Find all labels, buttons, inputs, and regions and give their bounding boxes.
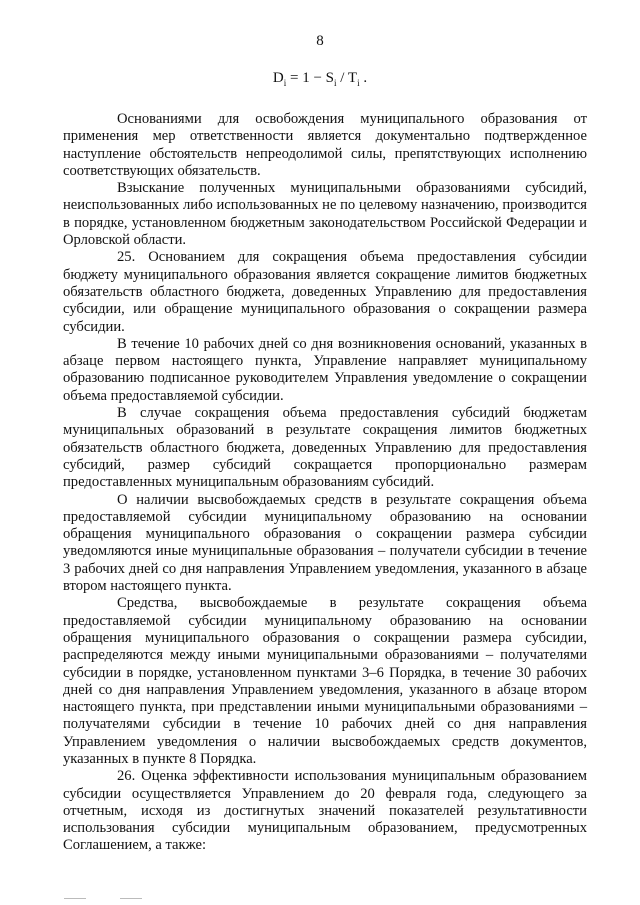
formula-t: T bbox=[347, 70, 358, 86]
formula bbox=[0, 70, 640, 88]
paragraph: В случае сокращения объема предоставления субсидий бюджетам муниципальных образований в результате сокращения лимитов бюджетных обязательств областного бюджета, доведенных Управлению для предоставления субсидий, размер субсидий сокращается пропорционально размерам предоставленных муниципальным образованиям субсидий. bbox=[63, 405, 587, 491]
document-body bbox=[63, 111, 587, 855]
scan-edge-mark bbox=[64, 898, 86, 899]
paragraph: 26. Оценка эффективности использования муниципальным образованием субсидии осуществляется Управлением до 20 февраля года, следующего за отчетным, исходя из достигнутых значений показателей результативности использования субсидии муниципальным образованием, предусмотренных Соглашением, а также: bbox=[63, 768, 587, 854]
formula-end: . bbox=[359, 70, 368, 86]
paragraph: Основаниями для освобождения муниципального образования от применения мер ответственности является документально подтвержденное наступление обстоятельств непреодолимой силы, препятствующих исполнению соответствующих обязательств. bbox=[63, 111, 587, 179]
paragraph: Средства, высвобождаемые в результате сокращения объема предоставляемой субсидии муниципальному образованию на основании обращения муниципального образования о сокращении размера субсидии, распределяются между иными муниципальными образованиями – получателями субсидии в порядке, установленном пунктами 3–6 Порядка, в течение 30 рабочих дней со дня направления Управлением уведомления, указанного в абзаце втором настоящего пункта, при представлении иными муниципальными образованиями – получателями субсидии в течение 10 рабочих дней со дня направления Управлением уведомления о наличии высвобождаемых средств документов, указанных в пункте 8 Порядка. bbox=[63, 595, 587, 767]
formula-s-sub: i bbox=[334, 78, 337, 88]
formula-lhs: D bbox=[272, 70, 284, 86]
paragraph: О наличии высвобождаемых средств в результате сокращения объема предоставляемой субсидии муниципальному образованию на основании обращения муниципального образования о сокращении размера субсидии уведомляются иные муниципальные образования – получатели субсидии в течение 3 рабочих дней со дня направления Управлением уведомления, указанного в абзаце втором настоящего пункта. bbox=[63, 491, 587, 595]
paragraph: 25. Основанием для сокращения объема предоставления субсидии бюджету муниципального образования является сокращение лимитов бюджетных обязательств областного бюджета, доведенных Управлению для предоставления субсидии, или обращение муниципального образования о сокращении размера субсидии. bbox=[63, 249, 587, 335]
paragraph: В течение 10 рабочих дней со дня возникновения оснований, указанных в абзаце первом настоящего пункта, Управление направляет муниципальному образованию подписанное руководителем Управления уведомление о сокращении объема предоставляемой субсидии. bbox=[63, 335, 587, 404]
formula-slash: / bbox=[336, 70, 348, 86]
formula-equals: = 1 − bbox=[286, 70, 326, 86]
formula-lhs-sub: i bbox=[283, 78, 287, 88]
paragraph: Взыскание полученных муниципальными образованиями субсидий, неиспользованных либо использованных не по целевому назначению, производится в порядке, установленном бюджетным законодательством Российской Федерации и Орловской области. bbox=[63, 180, 587, 249]
scan-edge-mark bbox=[120, 898, 142, 899]
formula-t-sub: i bbox=[357, 78, 360, 88]
formula-s: S bbox=[325, 70, 334, 86]
page-number: 8 bbox=[316, 33, 324, 49]
